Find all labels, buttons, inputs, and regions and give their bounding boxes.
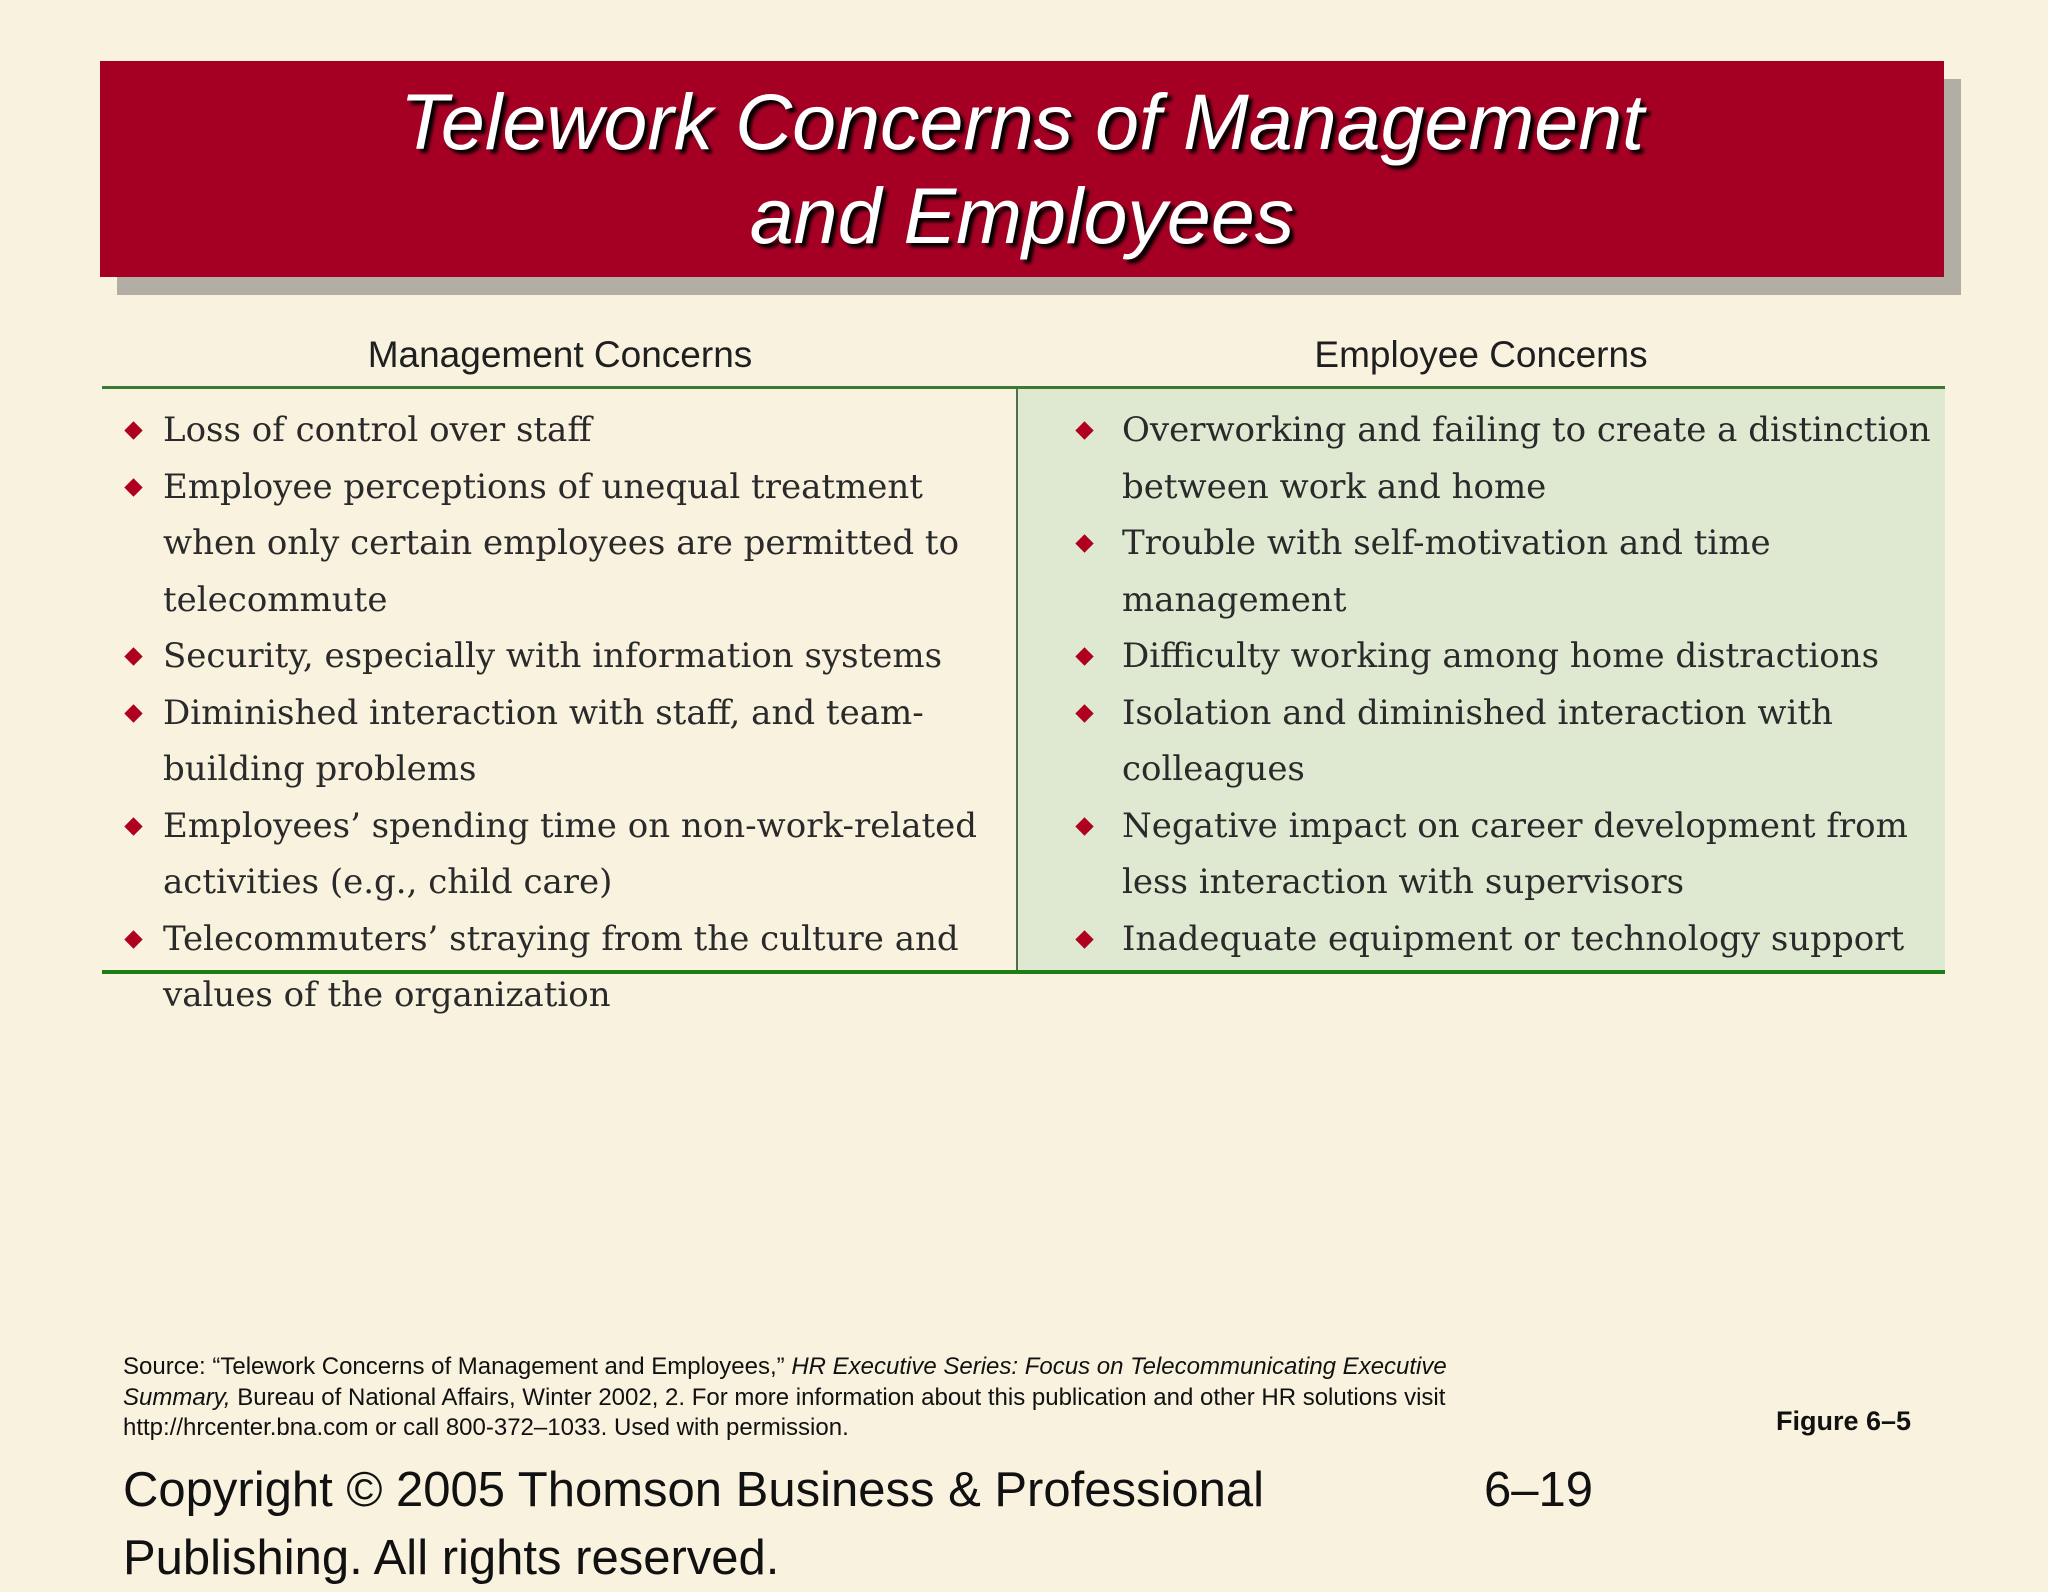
list-item-text: Difficulty working among home distractions	[1122, 636, 1880, 676]
list-item-text: Employees’ spending time on non-work-related activities (e.g., child care)	[163, 805, 978, 902]
list-item	[1081, 628, 1936, 685]
list-item-text: Employee perceptions of unequal treatment when only certain employees are permitted to telecommute	[163, 466, 960, 620]
management-concerns-header: Management Concerns	[367, 334, 753, 375]
column-divider	[1016, 389, 1018, 970]
table-top-rule	[102, 386, 1945, 389]
source-publication: HR Executive Series: Focus on Telecommunicating Executive Summary,	[123, 1353, 1447, 1411]
list-item-text: Security, especially with information systems	[163, 636, 943, 676]
list-item	[1081, 911, 1936, 968]
diamond-bullet-icon	[124, 930, 142, 948]
source-suffix: Bureau of National Affairs, Winter 2002, 2. For more information about this publication and other HR solutions visit http://hrcenter.bna.com or call 800-372–1033. Used with permission.	[123, 1383, 1446, 1441]
copyright-notice: Copyright © 2005 Thomson Business & Professional Publishing. All rights reserved.	[123, 1463, 1265, 1585]
list-item-text: Inadequate equipment or technology support	[1122, 918, 1905, 959]
figure-label: Figure 6–5	[1776, 1406, 1912, 1436]
list-item	[122, 459, 1002, 629]
list-item	[122, 685, 1002, 798]
list-item-text: Overworking and failing to create a distinction between work and home	[1122, 410, 1931, 507]
page-number: 6–19	[1484, 1463, 1594, 1517]
diamond-bullet-icon	[124, 421, 142, 439]
source-prefix: Source: “Telework Concerns of Management and Employees,”	[123, 1353, 792, 1380]
management-concerns-list	[122, 402, 1002, 1024]
list-item	[1081, 685, 1936, 798]
list-item	[122, 911, 1002, 1024]
list-item	[1081, 515, 1936, 628]
employee-concerns-header: Employee Concerns	[1314, 334, 1648, 375]
list-item	[122, 402, 1002, 459]
list-item-text: Telecommuters’ straying from the culture and values of the organization	[163, 918, 959, 1015]
list-item-text: Loss of control over staff	[163, 410, 592, 450]
diamond-bullet-icon	[124, 647, 142, 665]
list-item-text: Negative impact on career development from less interaction with supervisors	[1122, 805, 1908, 902]
diamond-bullet-icon	[124, 478, 142, 496]
list-item	[1081, 402, 1936, 515]
list-item-text: Diminished interaction with staff, and team-building problems	[163, 692, 924, 789]
list-item-text: Trouble with self-motivation and time management	[1122, 523, 1771, 620]
title-bar	[100, 61, 1944, 277]
list-item	[1081, 798, 1936, 911]
diamond-bullet-icon	[124, 817, 142, 835]
slide-title-line-1: Telework Concerns of Management	[399, 77, 1645, 166]
list-item	[122, 798, 1002, 911]
slide-title-line-2: and Employees	[749, 171, 1295, 260]
diamond-bullet-icon	[124, 704, 142, 722]
list-item	[122, 628, 1002, 685]
source-citation	[123, 1352, 1453, 1444]
employee-concerns-list	[1081, 402, 1936, 967]
list-item-text: Isolation and diminished interaction with colleagues	[1122, 692, 1833, 789]
